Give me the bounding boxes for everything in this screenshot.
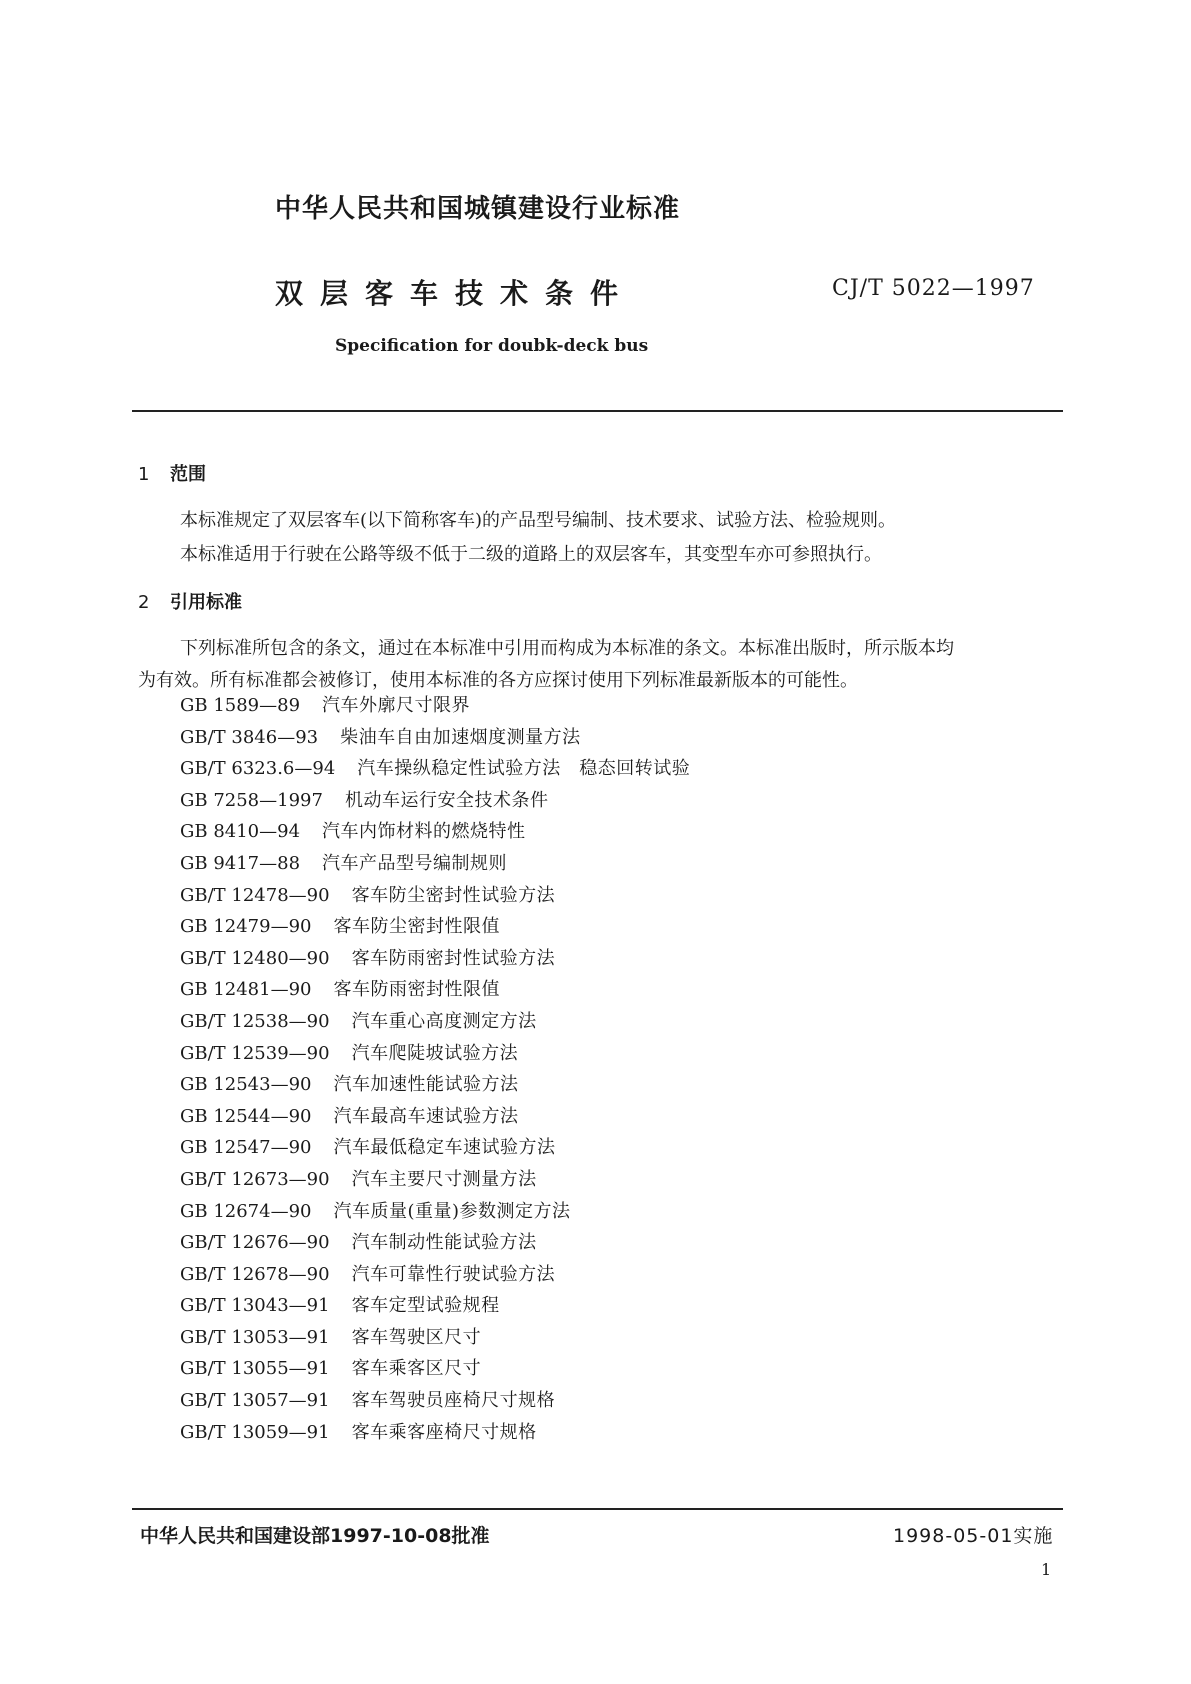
reference-title: 汽车加速性能试验方法 (333, 1074, 519, 1096)
reference-title: 客车驾驶区尺寸 (351, 1326, 482, 1348)
footer-rule (132, 1508, 1063, 1510)
reference-item (180, 1290, 690, 1322)
reference-title: 客车防尘密封性试验方法 (351, 884, 556, 906)
reference-item (180, 1227, 690, 1259)
section-number: 2 (138, 592, 150, 613)
reference-title: 客车定型试验规程 (351, 1295, 500, 1317)
reference-code: GB/T 13043—91 (180, 1295, 330, 1317)
reference-item (180, 1417, 690, 1449)
reference-code: GB/T 12676—90 (180, 1232, 330, 1254)
reference-code: GB/T 13057—91 (180, 1390, 330, 1412)
reference-title: 客车乘客区尺寸 (351, 1358, 482, 1380)
section-1-paragraph-2: 本标准适用于行驶在公路等级不低于二级的道路上的双层客车，其变型车亦可参照执行。 (180, 544, 882, 565)
reference-item (180, 848, 690, 880)
reference-title: 汽车内饰材料的燃烧特性 (322, 821, 526, 843)
reference-item (180, 911, 690, 943)
reference-code: GB/T 13055—91 (180, 1358, 330, 1380)
reference-item (180, 785, 690, 817)
reference-title: 汽车外廓尺寸限界 (322, 695, 471, 716)
reference-code: GB 12479—90 (180, 916, 312, 938)
reference-title: 汽车主要尺寸测量方法 (351, 1168, 537, 1190)
reference-code: GB 7258—1997 (180, 789, 323, 811)
reference-title: 客车驾驶员座椅尺寸规格 (351, 1390, 556, 1412)
reference-title: 汽车质量(重量)参数测定方法 (333, 1200, 571, 1222)
section-1-heading (138, 460, 206, 486)
reference-item (180, 1385, 690, 1417)
reference-code: GB/T 12480—90 (180, 947, 330, 969)
reference-item (180, 753, 690, 785)
reference-title: 客车乘客座椅尺寸规格 (351, 1421, 537, 1443)
reference-list (180, 690, 690, 1448)
reference-item (180, 690, 690, 722)
reference-code: GB 9417—88 (180, 852, 301, 874)
document-header: 中华人民共和国城镇建设行业标准 (275, 194, 681, 224)
reference-item (180, 1259, 690, 1291)
reference-code: GB 12547—90 (180, 1137, 312, 1159)
reference-code: GB 12543—90 (180, 1074, 312, 1096)
reference-code: GB 12481—90 (180, 979, 312, 1001)
reference-item (180, 1069, 690, 1101)
reference-item (180, 1038, 690, 1070)
reference-code: GB 1589—89 (180, 695, 301, 716)
reference-code: GB/T 13059—91 (180, 1421, 330, 1443)
reference-title: 汽车制动性能试验方法 (351, 1232, 537, 1254)
section-title: 引用标准 (170, 592, 242, 613)
reference-item (180, 1164, 690, 1196)
reference-item (180, 1132, 690, 1164)
reference-title: 汽车爬陡坡试验方法 (351, 1042, 519, 1064)
section-number: 1 (138, 464, 150, 485)
standard-code: CJ/T 5022—1997 (832, 276, 1035, 301)
implementation-date: 1998-05-01实施 (893, 1525, 1054, 1547)
section-2-paragraph-line-2: 为有效。所有标准都会被修订，使用本标准的各方应探讨使用下列标准最新版本的可能性。 (138, 670, 858, 691)
reference-item (180, 1006, 690, 1038)
reference-code: GB 8410—94 (180, 821, 301, 843)
reference-code: GB/T 6323.6—94 (180, 758, 336, 780)
reference-item (180, 974, 690, 1006)
reference-code: GB 12674—90 (180, 1200, 312, 1222)
reference-title: 汽车可靠性行驶试验方法 (351, 1263, 556, 1285)
reference-item (180, 1322, 690, 1354)
reference-title: 汽车最高车速试验方法 (333, 1105, 519, 1127)
reference-item (180, 880, 690, 912)
approval-line: 中华人民共和国建设部1997-10-08批准 (140, 1525, 490, 1547)
header-rule (132, 410, 1063, 412)
reference-title: 汽车产品型号编制规则 (322, 852, 508, 874)
reference-title: 汽车重心高度测定方法 (351, 1010, 537, 1032)
reference-code: GB/T 12539—90 (180, 1042, 330, 1064)
reference-title: 客车防尘密封性限值 (333, 916, 500, 938)
reference-code: GB/T 12678—90 (180, 1263, 330, 1285)
reference-title: 客车防雨密封性试验方法 (351, 947, 556, 969)
section-1-paragraph-1: 本标准规定了双层客车(以下简称客车)的产品型号编制、技术要求、试验方法、检验规则。 (180, 510, 897, 531)
reference-title: 客车防雨密封性限值 (333, 979, 500, 1001)
english-title: Specification for doubk-deck bus (335, 336, 649, 356)
reference-title: 汽车操纵稳定性试验方法 稳态回转试验 (357, 758, 691, 780)
reference-item (180, 1101, 690, 1133)
page-number: 1 (1041, 1560, 1052, 1579)
section-2-paragraph-line-1: 下列标准所包含的条文，通过在本标准中引用而构成为本标准的条文。本标准出版时，所示版本均 (180, 638, 954, 659)
reference-title: 汽车最低稳定车速试验方法 (333, 1137, 556, 1159)
reference-item (180, 1196, 690, 1228)
reference-code: GB/T 13053—91 (180, 1326, 330, 1348)
reference-code: GB/T 3846—93 (180, 726, 319, 748)
reference-code: GB/T 12538—90 (180, 1010, 330, 1032)
reference-code: GB 12544—90 (180, 1105, 312, 1127)
section-2-heading (138, 588, 242, 614)
document-title: 双层客车技术条件 (275, 277, 636, 310)
section-title: 范围 (170, 464, 206, 485)
reference-title: 柴油车自由加速烟度测量方法 (340, 726, 581, 748)
reference-item (180, 1353, 690, 1385)
reference-code: GB/T 12478—90 (180, 884, 330, 906)
reference-item (180, 722, 690, 754)
reference-title: 机动车运行安全技术条件 (344, 789, 549, 811)
reference-item (180, 816, 690, 848)
reference-code: GB/T 12673—90 (180, 1168, 330, 1190)
reference-item (180, 943, 690, 975)
